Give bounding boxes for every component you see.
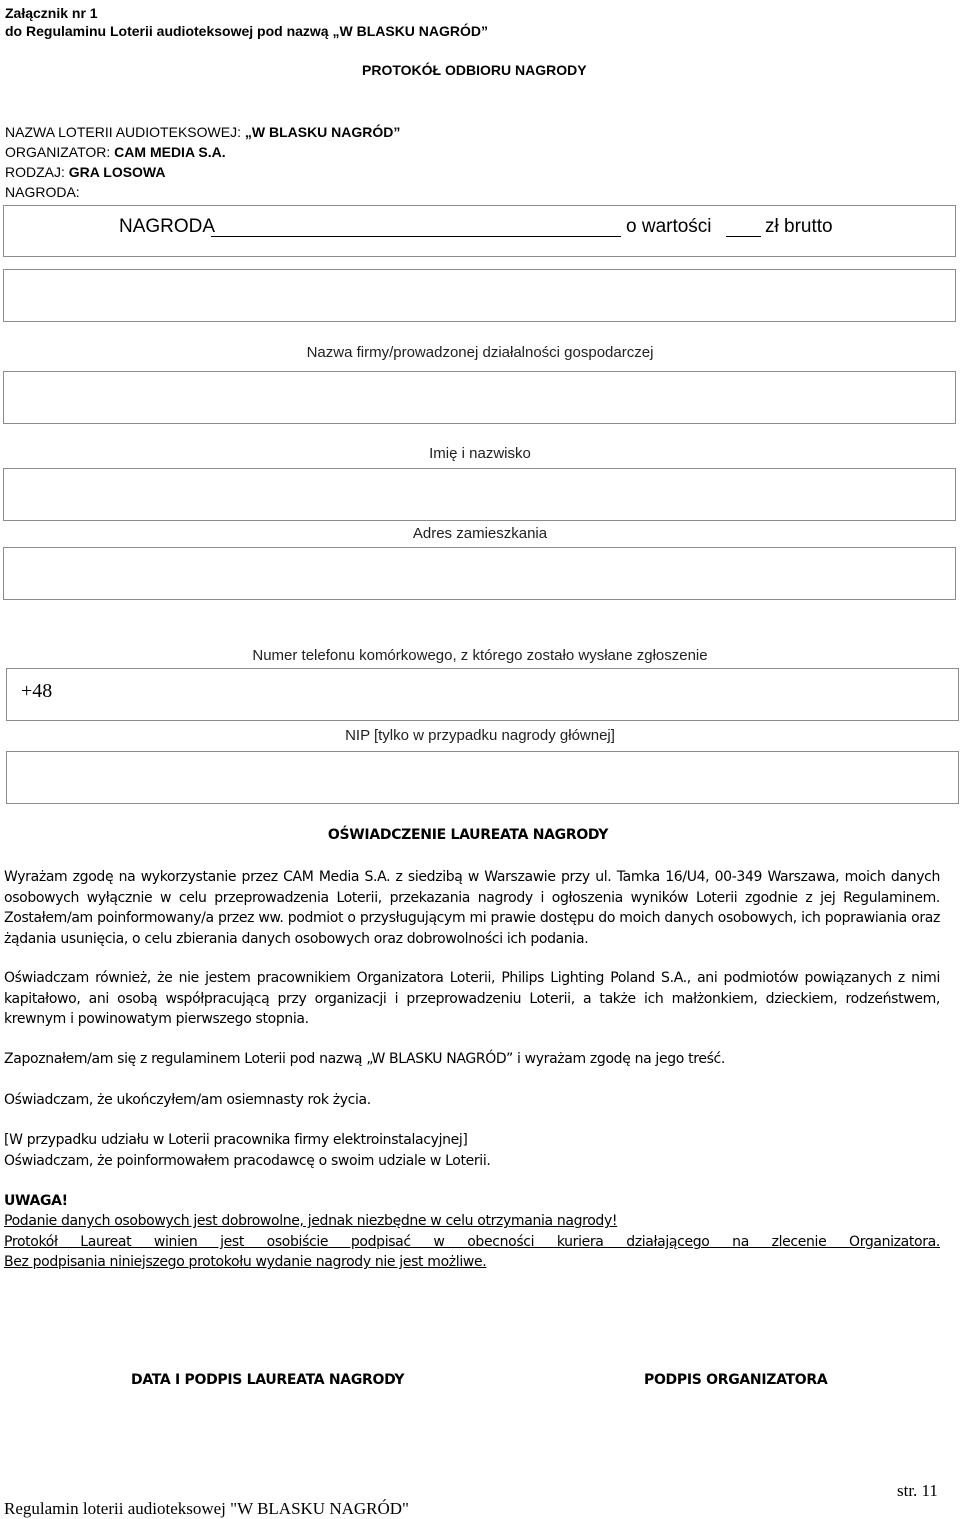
currency-label: zł brutto	[765, 216, 833, 237]
address-field[interactable]	[3, 468, 956, 521]
prize-label: NAGRODA	[119, 216, 216, 237]
consent-paragraph: Wyrażam zgodę na wykorzystanie przez CAM Media S.A. z siedzibą w Warszawie przy ul. Tamka 16/U4, 00-349 Warszawa, moich danych osobowych wyłącznie w celu przeprowadzenia Loterii, przekazania nagrody i ogłoszenia wyników Loterii zgodnie z jej Regulaminem. Zostałem/am poinformowany/a przez ww. podmiot o przysługującym mi prawie dostępu do moich danych osobowych, ich poprawiania oraz żądania usunięcia, o celu zbierania danych osobowych oraz dobrowolności ich podania.	[4, 869, 940, 947]
lottery-name-line	[5, 122, 400, 142]
name-field-label: Imię i nazwisko	[429, 445, 531, 462]
regulation-reference: do Regulaminu Loterii audioteksowej pod nazwą „W BLASKU NAGRÓD”	[5, 23, 489, 39]
page-number: str. 11	[897, 1481, 938, 1500]
laureate-signature-label: DATA I PODPIS LAUREATA NAGRODY	[131, 1372, 405, 1388]
warning-line-1: Podanie danych osobowych jest dobrowolne, jednak niezbędne w celu otrzymania nagrody!	[4, 1213, 618, 1229]
name-field[interactable]	[3, 371, 956, 424]
phone-field-label: Numer telefonu komórkowego, z którego zostało wysłane zgłoszenie	[252, 647, 708, 664]
prize-name-blank[interactable]	[211, 236, 621, 237]
prize-value-label: o wartości	[626, 216, 712, 237]
regulation-acceptance-post: i wyrażam zgodę na jego treść.	[517, 1051, 725, 1067]
employee-condition: [W przypadku udziału w Loterii pracownika firmy elektroinstalacyjnej]	[4, 1132, 468, 1148]
nip-field[interactable]	[6, 751, 959, 804]
prize-value-blank[interactable]	[726, 236, 761, 237]
organizer-line	[5, 142, 226, 162]
type-line	[5, 162, 165, 182]
phone-prefix: +48	[21, 680, 53, 702]
prize-box	[3, 205, 956, 257]
regulation-acceptance-name: „W BLASKU NAGRÓD”	[366, 1051, 513, 1067]
warning-line-3: Bez podpisania niniejszego protokołu wydanie nagrody nie jest możliwe.	[4, 1254, 487, 1270]
document-title: PROTOKÓŁ ODBIORU NAGRODY	[362, 62, 587, 78]
non-employee-paragraph: Oświadczam również, że nie jestem pracownikiem Organizatora Loterii, Philips Lighting Poland S.A., ani podmiotów powiązanych z nimi kapitałowo, ani osobą współpracującą przy organizacji i przeprowadzeniu Loterii, a także ich małżonkiem, dzieckiem, rodzeństwem, krewnym i powinowatym pierwszego stopnia.	[4, 970, 940, 1027]
address-continuation-field[interactable]	[3, 547, 956, 600]
organizer-signature-label: PODPIS ORGANIZATORA	[644, 1372, 828, 1388]
address-field-label: Adres zamieszkania	[412, 525, 548, 542]
footer-document-name: Regulamin loterii audioteksowej "W BLASKU NAGRÓD"	[4, 1499, 409, 1518]
company-field[interactable]	[3, 269, 956, 322]
appendix-label: Załącznik nr 1	[5, 5, 98, 21]
lottery-name-value: „W BLASKU NAGRÓD”	[244, 124, 401, 140]
employer-notice-declaration: Oświadczam, że poinformowałem pracodawcę o swoim udziale w Loterii.	[4, 1153, 491, 1169]
phone-field[interactable]	[6, 668, 959, 721]
type-value: GRA LOSOWA	[68, 164, 166, 180]
declaration-title: OŚWIADCZENIE LAUREATA NAGRODY	[327, 827, 609, 843]
nip-field-label: NIP [tylko w przypadku nagrody głównej]	[345, 727, 615, 744]
lottery-name-label: NAZWA LOTERII AUDIOTEKSOWEJ:	[5, 124, 241, 140]
organizer-value: CAM MEDIA S.A.	[114, 144, 226, 160]
warning-title: UWAGA!	[4, 1193, 68, 1209]
organizer-label: ORGANIZATOR:	[5, 144, 111, 160]
regulation-acceptance-pre: Zapoznałem/am się z regulaminem Loterii pod nazwą	[4, 1051, 363, 1067]
age-declaration: Oświadczam, że ukończyłem/am osiemnasty rok życia.	[4, 1092, 371, 1108]
company-field-label: Nazwa firmy/prowadzonej działalności gospodarczej	[306, 344, 654, 361]
prize-label-line: NAGRODA:	[5, 184, 80, 200]
type-label: RODZAJ:	[5, 164, 65, 180]
warning-line-2: Protokół Laureat winien jest osobiście podpisać w obecności kuriera działającego na zlecenie Organizatora.	[4, 1234, 940, 1250]
regulation-acceptance-line	[4, 1049, 940, 1070]
